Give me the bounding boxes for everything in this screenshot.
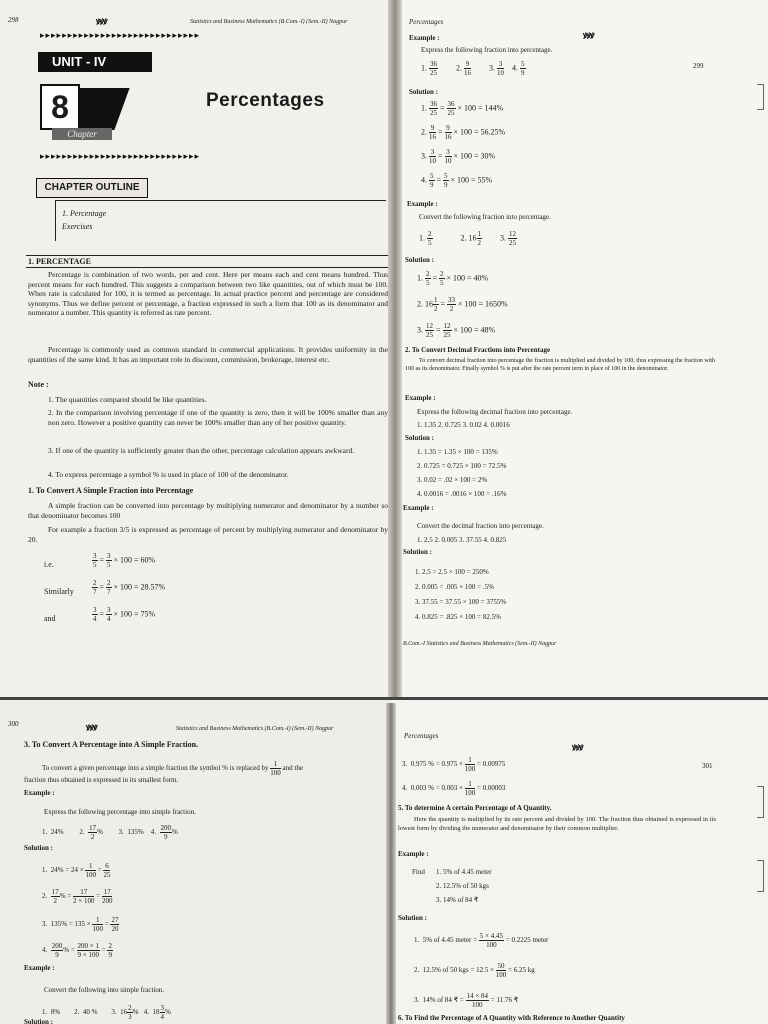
math-line: 3. 37.55 = 37.55 × 100 = 3755% — [415, 598, 507, 606]
math-line: 4. $\frac{200}{9}$ % = $\frac{200 \times 1}{9 \times 100}$ = $\frac{2}{9}$ — [42, 942, 112, 959]
chapter-outline-list — [55, 200, 386, 241]
math-line: 4. $\frac{5}{9}$ = $\frac{5}{9}$ × 100 = 55% — [421, 172, 493, 189]
math-line: 3. 0.02 = .02 × 100 = 2% — [417, 476, 488, 484]
subsection-heading: 1. To Convert A Simple Fraction into Percentage — [28, 486, 194, 495]
math-line: 4. 0.825 = .825 × 100 = 82.5% — [415, 613, 501, 621]
publisher-logo-icon: ꝟꝟꝟ — [96, 17, 107, 27]
paragraph: For example a fraction 3/5 is expressed as percentage of percent by multiplying numerator and denominator by 20. — [28, 525, 388, 544]
math-line: 3. 14% of 84 ₹ = $\frac{14 \times 84}{100}$ = 11.76 ₹ — [414, 992, 519, 1009]
math-line: 2. 0.005 = .005 × 100 = .5% — [415, 583, 494, 591]
example-text: Convert the following into simple fraction. — [44, 986, 165, 994]
page-number: 298 — [8, 16, 19, 24]
math-line: $\frac{3}{4}$ = $\frac{3}{4}$ × 100 = 75% — [93, 606, 156, 623]
math-line: 2. $\frac{17}{2}$ % = $\frac{17}{2 \times 100}$ = $\frac{17}{200}$ — [42, 888, 113, 905]
subsection-heading: 3. To Convert A Percentage into A Simple Fraction. — [24, 740, 199, 749]
note-item: 3. If one of the quantity is sufficiently greater than the other, percentage calculation appears awkward. — [48, 446, 355, 455]
solution-label: Solution : — [405, 256, 434, 264]
math-line: 1. 1.35 = 1.35 × 100 = 135% — [417, 448, 498, 456]
example-label: Example : — [403, 504, 434, 512]
solution-label: Solution : — [405, 434, 434, 442]
math-line: 2. 16 $\frac{1}{2}$ = $\frac{33}{2}$ × 100 = 1650% — [417, 296, 508, 313]
page-bracket-icon — [757, 786, 764, 818]
find-item: 3. 14% of 84 ₹ — [436, 896, 479, 904]
page-bracket-icon — [757, 860, 764, 892]
page-number: 300 — [8, 720, 19, 728]
math-line: 3. 135% = 135 × $\frac{1}{100}$ = $\frac{27}{20}$ — [42, 916, 119, 933]
example-items: 1. 1.35 2. 0.725 3. 0.02 4. 0.0016 — [417, 421, 510, 429]
example-label: Example : — [407, 200, 438, 208]
example-text: Convert the following fraction into percentage. — [419, 213, 551, 221]
example-text: Express the following percentage into simple fraction. — [44, 808, 196, 816]
math-line: 1. 5% of 4.45 meter = $\frac{5 \times 4.45}{100}$ = 0.2225 meter — [414, 932, 549, 949]
subsection-heading: 6. To Find the Percentage of A Quantity with Reference to Another Quantity — [398, 1014, 625, 1022]
page-bracket-icon — [757, 84, 764, 110]
chapter-number: 8 — [40, 84, 80, 130]
example-label: Example : — [409, 34, 440, 42]
example-label: Example : — [24, 964, 55, 972]
page-footer: B.Com.-I Statistics and Business Mathematics (Sem.-II) Nagpur — [403, 641, 557, 647]
running-header: Statistics and Business Mathematics (B.Com.-I) (Sem.-II) Nagpur — [190, 19, 348, 25]
paragraph: Percentage is combination of two words, per and cent. Here per means each and cent means hundred. Thus percent means for each hundred. This suggests a comparison between two like quantities, out of which must be 100. When rate is calculated for 100, it is termed as percentage. In actual practice percent and percentage are considered synonyms. Thus we define percent or percentage, a fraction expressed in such a form that 100 as its denominator and numerator a number. This quantity is referred as rate percent. — [28, 270, 388, 317]
math-line: 1. 24% = 24 × $\frac{1}{100}$ = $\frac{6}{25}$ — [42, 862, 111, 879]
page-300 — [0, 700, 392, 1024]
publisher-logo-icon: ꝟꝟꝟ — [86, 723, 97, 733]
page-301 — [392, 700, 768, 1024]
math-line: 2. 0.725 = 0.725 × 100 = 72.5% — [417, 462, 507, 470]
outline-item: 1. Percentage — [62, 209, 107, 218]
paragraph: To convert a given percentage into a simple fraction the symbol % is replaced by $\frac{1}{100}$ and the — [42, 760, 303, 777]
page-number: 301 — [702, 762, 713, 770]
outline-item: Exercises — [62, 222, 93, 231]
chapter-label: Chapter — [52, 128, 112, 140]
math-line: 2. 12.5% of 50 kgs = 12.5 × $\frac{50}{100}$ = 6.25 kg — [414, 962, 535, 979]
example-label: Example : — [24, 789, 55, 797]
math-line: 3. $\frac{12}{25}$ = $\frac{12}{25}$ × 100 = 48% — [417, 322, 496, 339]
example-label: and — [44, 614, 56, 623]
unit-badge: UNIT - IV — [38, 52, 152, 72]
side-header: Percentages — [409, 18, 444, 26]
math-line: $\frac{2}{7}$ = $\frac{2}{7}$ × 100 = 28.57% — [93, 579, 166, 596]
example-label: i.e. — [44, 560, 54, 569]
solution-label: Solution : — [24, 1018, 53, 1024]
example-label: Example : — [398, 850, 429, 858]
paragraph: Percentage is commonly used as common standard in commercial applications. It provides uniformity in the quantities of the same kind. It has an important role in discount, commission, brokerage, interest etc. — [28, 345, 388, 364]
note-label: Note : — [28, 380, 49, 389]
example-text: Express the following decimal fraction into percentage. — [417, 408, 573, 416]
find-label: Find — [412, 868, 425, 876]
solution-label: Solution : — [409, 88, 438, 96]
note-item: 4. To express percentage a symbol % is used in place of 100 of the denominator. — [48, 470, 289, 479]
paragraph: A simple fraction can be converted into percentage by multiplying numerator and denominator by a number so that denominator becomes 100 — [28, 501, 388, 520]
math-line: 1. $\frac{2}{5}$ 2. 16 $\frac{1}{2}$ 3. $\frac{12}{25}$ — [419, 230, 516, 247]
math-line: 4. 0.003 % = 0.003 × $\frac{1}{100}$ = 0.00003 — [402, 780, 506, 797]
example-label: Similarly — [44, 587, 74, 596]
find-item: 1. 5% of 4.45 meter — [436, 868, 492, 876]
page-number: 299 — [693, 62, 704, 70]
example-items: 1. 2.5 2. 0.005 3. 37.55 4. 0.825 — [417, 536, 507, 544]
note-item: 1. The quantities compared should be like quantities. — [48, 395, 207, 404]
math-line: 4. 0.0016 = .0016 × 100 = .16% — [417, 490, 507, 498]
math-line: 1. $\frac{36}{25}$ 2. $\frac{9}{16}$ 3. $\frac{3}{10}$ 4. $\frac{5}{9}$ — [421, 60, 525, 77]
note-item: 2. In the comparison involving percentage if one of the quantity is zero, then it will be 100% smaller than any non zero. However a positive quantity can never be 100% smaller than any of her positive quantity. — [48, 408, 388, 427]
publisher-logo-icon: ꝟꝟꝟ — [572, 743, 583, 753]
solution-label: Solution : — [24, 844, 53, 852]
math-line: 1. 8% 2. 40 % 3. 16 $\frac{2}{3}$ % 4. 18 $\frac{3}{4}$ % — [42, 1004, 171, 1021]
paragraph: Here the quantity is multiplied by its rate percent and divided by 100. The fraction thus obtained is expressed in its lowest form by dividing the numerator and denominator by their common multiplier. — [398, 816, 716, 832]
section-heading-box — [26, 255, 388, 268]
arrow-border-top-icon: ▸▸▸▸▸▸▸▸▸▸▸▸▸▸▸▸▸▸▸▸▸▸▸▸▸▸▸▸▸ — [40, 31, 201, 41]
math-line: 1. 24% 2. $\frac{17}{2}$ % 3. 135% 4. $\frac{200}{9}$ % — [42, 824, 178, 841]
math-line: 1. $\frac{2}{5}$ = $\frac{2}{5}$ × 100 = 40% — [417, 270, 489, 287]
side-header: Percentages — [404, 732, 439, 740]
running-header: Statistics and Business Mathematics (B.Com.-I) (Sem.-II) Nagpur — [176, 726, 334, 732]
page-298 — [0, 0, 395, 700]
book-gutter — [388, 0, 402, 700]
paragraph: To convert decimal fraction into percentage the fraction is multiplied and divided by 100, thus expressing the fraction with 100 as its denominator. Finally symbol % is put after the rate percent term in place of 100 in the denominator. — [405, 358, 715, 372]
paragraph: fraction thus obtained is expressed in its smallest form. — [24, 776, 179, 784]
chapter-outline-label: CHAPTER OUTLINE — [36, 178, 148, 198]
subsection-heading: 2. To Convert Decimal Fractions into Percentage — [405, 346, 551, 354]
solution-label: Solution : — [403, 548, 432, 556]
example-label: Example : — [405, 394, 436, 402]
publisher-logo-icon: ꝟꝟꝟ — [583, 31, 594, 41]
find-item: 2. 12.5% of 50 kgs — [436, 882, 489, 890]
book-gutter — [386, 703, 396, 1024]
subsection-heading: 5. To determine A certain Percentage of A Quantity. — [398, 804, 552, 812]
math-line: 3. $\frac{3}{10}$ = $\frac{3}{10}$ × 100 = 30% — [421, 148, 496, 165]
page-299 — [395, 0, 768, 700]
math-line: 3. 0.975 % = 0.975 × $\frac{1}{100}$ = 0.00975 — [402, 756, 506, 773]
chapter-title: Percentages — [206, 90, 325, 111]
math-line: $\frac{3}{5}$ = $\frac{3}{5}$ × 100 = 60% — [93, 552, 156, 569]
math-line: 1. $\frac{36}{25}$ = $\frac{36}{25}$ × 100 = 144% — [421, 100, 504, 117]
arrow-border-bottom-icon: ▸▸▸▸▸▸▸▸▸▸▸▸▸▸▸▸▸▸▸▸▸▸▸▸▸▸▸▸▸ — [40, 152, 201, 162]
section-heading: 1. PERCENTAGE — [28, 257, 91, 266]
solution-label: Solution : — [398, 914, 427, 922]
example-text: Convert the decimal fraction into percentage. — [417, 522, 544, 530]
example-text: Express the following fraction into percentage. — [421, 46, 553, 54]
math-line: 2. $\frac{9}{16}$ = $\frac{9}{16}$ × 100 = 56.25% — [421, 124, 506, 141]
math-line: 1. 2.5 = 2.5 × 100 = 250% — [415, 568, 489, 576]
